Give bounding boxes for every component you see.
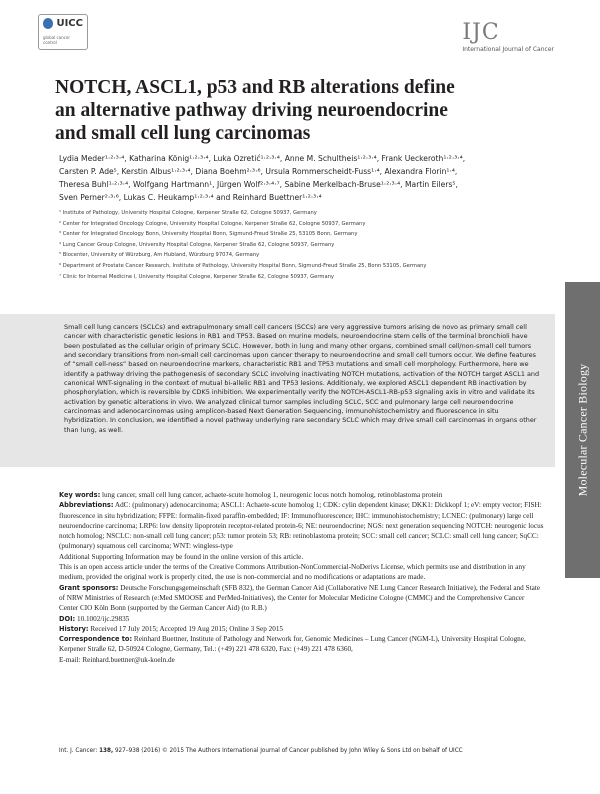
correspondence-line	[59, 634, 545, 655]
affiliation-item: ¹ Institute of Pathology, University Hospital Cologne, Kerpener Straße 62, Cologne 50937, Germany	[59, 210, 317, 216]
affiliation-item: ⁵ Biocenter, University of Würzburg, Am Hubland, Würzburg 97074, Germany	[59, 252, 260, 259]
logo-tagline: global cancer control	[43, 35, 70, 45]
author-line: Sven Perner²·³·⁶, Lukas C. Heukamp¹·²·³·⁴ and Reinhard Buettner¹·²·³·⁴	[59, 193, 322, 202]
author-line: Carsten P. Ade⁵, Kerstin Albus¹·²·³·⁴, Diana Boehm²·³·⁶, Ursula Rommerscheidt-Fuss¹·⁴, Alexandra Florin¹·⁴,	[59, 167, 458, 176]
article-metadata	[59, 490, 545, 665]
keywords-label: Key words:	[59, 491, 101, 499]
abstract-text: Small cell lung cancers (SCLCs) and extrapulmonary small cell cancers (SCCs) are very aggressive tumors arising de novo as primary small cell cancer with characteristic genetic lesions in RB1 and TP53. Based on murine models, neuroendocrine stem cells of the terminal bronchioli have been postulated as the cellular origin of primary SCLC. However, both in lung and many other organs, combined small cell/non-small cell tumors and secondary transitions from non-small cell carcinomas upon cancer therapy to neuroendocrine and small cell tumors occur. We define features of “small cell-ness” based on neuroendocrine markers, characteristic RB1 and TP53 mutations and small cell morphology. Furthermore, here we identify a pathway driving the pathogenesis of secondary SCLC involving inactivating NOTCH mutations, activation of the NOTCH target ASCL1 and canonical WNT-signaling in the context of mutual bi-allelic RB1 and TP53 lesions. Additionaly, we explored ASCL1 dependent RB inactivation by phosphorylation, which is reversible by CDK5 inhibition. We experimentally verify the NOTCH-ASCL1-RB-p53 signaling axis in vitro and validate its activation by genetic alterations in vivo. We analyzed clinical tumor samples including SCLC, SCC and pulmonary large cell neuroendocrine carcinomas and adenocarcinomas using amplicon-based Next Generation Sequencing, immunohistochemistry and fluorescence in situ hybridization. In conclusion, we identified a novel pathway underlying rare secondary SCLC which may drive small cell carcinomas in organs other than lung, as well.	[64, 323, 540, 434]
author-line: Theresa Buhl¹·²·³·⁴, Wolfgang Hartmann¹, Jürgen Wolf²·³·⁴·⁷, Sabine Merkelbach-Bruse¹·²·³·⁴, Martin Eilers⁵,	[59, 180, 458, 189]
license-statement: This is an open access article under the terms of the Creative Commons Attribution-NonCommercial-NoDerivs License, which permits use and distribution in any medium, provided the original work is properly cited, the use is non-commercial and no modifications or adaptations are made.	[59, 563, 526, 582]
grant-line	[59, 583, 545, 614]
journal-masthead	[462, 20, 554, 53]
journal-abbreviation: IJC	[462, 20, 500, 45]
section-sidebar	[565, 282, 600, 578]
page-footer	[59, 748, 549, 754]
email-line[interactable]: E-mail: Reinhard.buettner@uk-koeln.de	[59, 655, 175, 664]
affiliation-item: ² Center for Integrated Oncology Cologne, University Hospital Cologne, Kerpener Straße 62, Cologne 50937, Germany	[59, 220, 366, 227]
abbreviations-line	[59, 500, 545, 551]
doi-line	[59, 614, 545, 624]
history-text: Received 17 July 2015; Accepted 19 Aug 2015; Online 3 Sep 2015	[90, 624, 284, 633]
footer-citation: 927–938 (2016) © 2015 The Authors International Journal of Cancer published by John Wiley & Sons Ltd on behalf of UICC	[114, 748, 463, 754]
abstract-box	[0, 314, 555, 467]
keywords-text: lung cancer, small cell lung cancer, achaete-scute homolog 1, neurogenic locus notch homolog, retinoblastoma protein	[102, 491, 443, 499]
affiliation-item: ⁷ Clinic for Internal Medicine I, University Hospital Cologne, Kerpener Straße 62, Cologne 50937, Germany	[59, 273, 334, 280]
correspondence-text: Reinhard Buettner, Institute of Pathology and Network for, Genomic Medicines – Lung Cancer (NGM-L), University Hospital Cologne, Kerpener Straße 62, D-50924 Cologne, Germany, Tel.: (+49) 221 478 6320, Fax: (+49) 221 478 6360,	[59, 635, 526, 654]
affiliation-item: ⁴ Lung Cancer Group Cologne, University Hospital Cologne, Kerpener Straße 62, Cologne 50937, Germany	[59, 241, 335, 248]
affiliation-item: ³ Center for Integrated Oncology Bonn, University Hospital Bonn, Sigmund-Freud Straße 25, 53105 Bonn, Germany	[59, 231, 358, 238]
uicc-logo	[38, 14, 88, 50]
author-line: Lydia Meder¹·²·³·⁴, Katharina König¹·²·³·⁴, Luka Ozretić¹·²·³·⁴, Anne M. Schultheis¹·²·³·⁴, Frank Ueckeroth¹·²·³·⁴,	[59, 154, 466, 163]
keywords-line	[59, 490, 545, 500]
history-line	[59, 624, 545, 634]
abbreviations-text: AdC: (pulmonary) adenocarcinoma; ASCL1: Achaete-scute homolog 1; CDK: cylin dependent kinase; DKK1: Dickkopf 1; eV: empty vector; FISH: fluorescence in situ hybridization; FFPE: formalin-fixed paraffin-embedded; IF: Immunofluorescence; IHC: immunohistochemistry; LCNEC: (pulmonary) large cell neuroendocrine carcinoma; LRP6: low density lipoprotein receptor-related protein-6; NE: neuroendocrine; NGS: next generation sequencing NOTCH: neurogenic locus notch homolog; NSCLC: non-small cell lung cancer; p53: tumor protein 53; RB: retinoblastoma protein; SCC: small cell cancer; SCLC: small cell lung cancer; SqCC: (pulmonary) squamous cell carcinoma; WNT: wingless-type	[59, 501, 544, 551]
affiliation-item: ⁶ Department of Prostate Cancer Research, Institute of Pathology, University Hospital Bonn, Sigmund-Freud Straße 25, Bonn 53105, Germany	[59, 262, 427, 269]
affiliations	[59, 208, 544, 282]
grant-label: Grant sponsors:	[59, 583, 119, 592]
article-title: NOTCH, ASCL1, p53 and RB alterations define an alternative pathway driving neuroendocrine and small cell lung carcinomas	[55, 77, 455, 144]
globe-icon	[43, 18, 53, 29]
author-list	[59, 152, 544, 204]
journal-full-name: International Journal of Cancer	[462, 46, 554, 53]
footer-journal: Int. J. Cancer:	[59, 748, 98, 754]
history-label: History:	[59, 624, 89, 633]
doi-link[interactable]: 10.1002/ijc.29835	[76, 614, 130, 623]
grant-text: Deutsche Forschungsgemeinschaft (SFB 832), the German Cancer Aid (Collaborative NE Lung Cancer Research Initiative), the Federal and State of NRW Ministries of Research (e:Med SMOOSE and PerMed-Initiatives), the Center for Molecular Medicine Cologne (CMMC) and the Comprehensive Cancer Center CIO Köln Bonn (supported by the German Cancer Aid) (to R.B.)	[59, 583, 540, 613]
logo-text: UICC	[56, 18, 83, 29]
doi-label: DOI:	[59, 614, 76, 623]
section-label: Molecular Cancer Biology	[575, 363, 589, 497]
correspondence-label: Correspondence to:	[59, 635, 133, 644]
footer-volume: 138,	[99, 748, 114, 754]
additional-info: Additional Supporting Information may be found in the online version of this article.	[59, 552, 304, 561]
abbreviations-label: Abbreviations:	[59, 501, 114, 510]
